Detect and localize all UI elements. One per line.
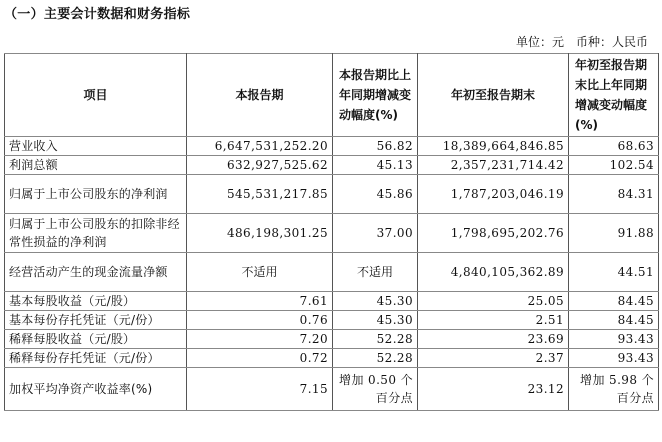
cell-ytd: 23.12 xyxy=(418,368,569,411)
cell-current: 7.20 xyxy=(187,330,333,349)
header-ytd-change: 年初至报告期末比上年同期增减变动幅度(%) xyxy=(569,54,659,137)
cell-ytd: 2,357,231,714.42 xyxy=(418,156,569,175)
table-row xyxy=(5,368,659,411)
header-current-change: 本报告期比上年同期增减变动幅度(%) xyxy=(333,54,418,137)
cell-change: 45.86 xyxy=(333,175,418,214)
row-label: 归属于上市公司股东的扣除非经常性损益的净利润 xyxy=(5,214,187,253)
cell-ytd-change: 84.45 xyxy=(569,292,659,311)
table-row xyxy=(5,292,659,311)
row-label: 基本每份存托凭证（元/份） xyxy=(5,311,187,330)
table-row xyxy=(5,214,659,253)
cell-current: 0.76 xyxy=(187,311,333,330)
financial-data-table xyxy=(4,53,659,411)
cell-current: 486,198,301.25 xyxy=(187,214,333,253)
cell-ytd-change: 增加 5.98 个百分点 xyxy=(569,368,659,411)
table-row xyxy=(5,137,659,156)
cell-current: 不适用 xyxy=(187,253,333,292)
header-ytd: 年初至报告期末 xyxy=(418,54,569,137)
cell-ytd-change: 44.51 xyxy=(569,253,659,292)
row-label: 加权平均净资产收益率(%) xyxy=(5,368,187,411)
cell-current: 6,647,531,252.20 xyxy=(187,137,333,156)
row-label: 营业收入 xyxy=(5,137,187,156)
cell-ytd-change: 93.43 xyxy=(569,349,659,368)
cell-ytd: 18,389,664,846.85 xyxy=(418,137,569,156)
cell-change: 增加 0.50 个百分点 xyxy=(333,368,418,411)
row-label: 稀释每份存托凭证（元/份） xyxy=(5,349,187,368)
cell-current: 0.72 xyxy=(187,349,333,368)
cell-ytd: 2.51 xyxy=(418,311,569,330)
cell-ytd: 23.69 xyxy=(418,330,569,349)
table-row xyxy=(5,175,659,214)
table-row xyxy=(5,330,659,349)
cell-change: 45.13 xyxy=(333,156,418,175)
cell-current: 545,531,217.85 xyxy=(187,175,333,214)
cell-ytd-change: 93.43 xyxy=(569,330,659,349)
header-item: 项目 xyxy=(5,54,187,137)
cell-current: 632,927,525.62 xyxy=(187,156,333,175)
cell-ytd-change: 102.54 xyxy=(569,156,659,175)
row-label: 归属于上市公司股东的净利润 xyxy=(5,175,187,214)
cell-ytd-change: 68.63 xyxy=(569,137,659,156)
cell-change: 56.82 xyxy=(333,137,418,156)
cell-change: 45.30 xyxy=(333,311,418,330)
row-label: 稀释每股收益（元/股） xyxy=(5,330,187,349)
unit-currency-line: 单位：元 币种：人民币 xyxy=(515,35,648,49)
row-label: 经营活动产生的现金流量净额 xyxy=(5,253,187,292)
cell-change: 52.28 xyxy=(333,349,418,368)
table-row xyxy=(5,311,659,330)
table-row xyxy=(5,253,659,292)
table-row xyxy=(5,156,659,175)
cell-ytd-change: 84.45 xyxy=(569,311,659,330)
section-title: （一）主要会计数据和财务指标 xyxy=(4,7,191,22)
cell-ytd-change: 91.88 xyxy=(569,214,659,253)
cell-change: 45.30 xyxy=(333,292,418,311)
cell-ytd: 2.37 xyxy=(418,349,569,368)
header-current-period: 本报告期 xyxy=(187,54,333,137)
cell-current: 7.61 xyxy=(187,292,333,311)
table-header-row xyxy=(5,54,659,137)
table-row xyxy=(5,349,659,368)
cell-change: 37.00 xyxy=(333,214,418,253)
cell-ytd: 4,840,105,362.89 xyxy=(418,253,569,292)
cell-current: 7.15 xyxy=(187,368,333,411)
cell-ytd-change: 84.31 xyxy=(569,175,659,214)
row-label: 基本每股收益（元/股） xyxy=(5,292,187,311)
cell-ytd: 1,798,695,202.76 xyxy=(418,214,569,253)
cell-change: 52.28 xyxy=(333,330,418,349)
cell-change: 不适用 xyxy=(333,253,418,292)
row-label: 利润总额 xyxy=(5,156,187,175)
cell-ytd: 1,787,203,046.19 xyxy=(418,175,569,214)
cell-ytd: 25.05 xyxy=(418,292,569,311)
